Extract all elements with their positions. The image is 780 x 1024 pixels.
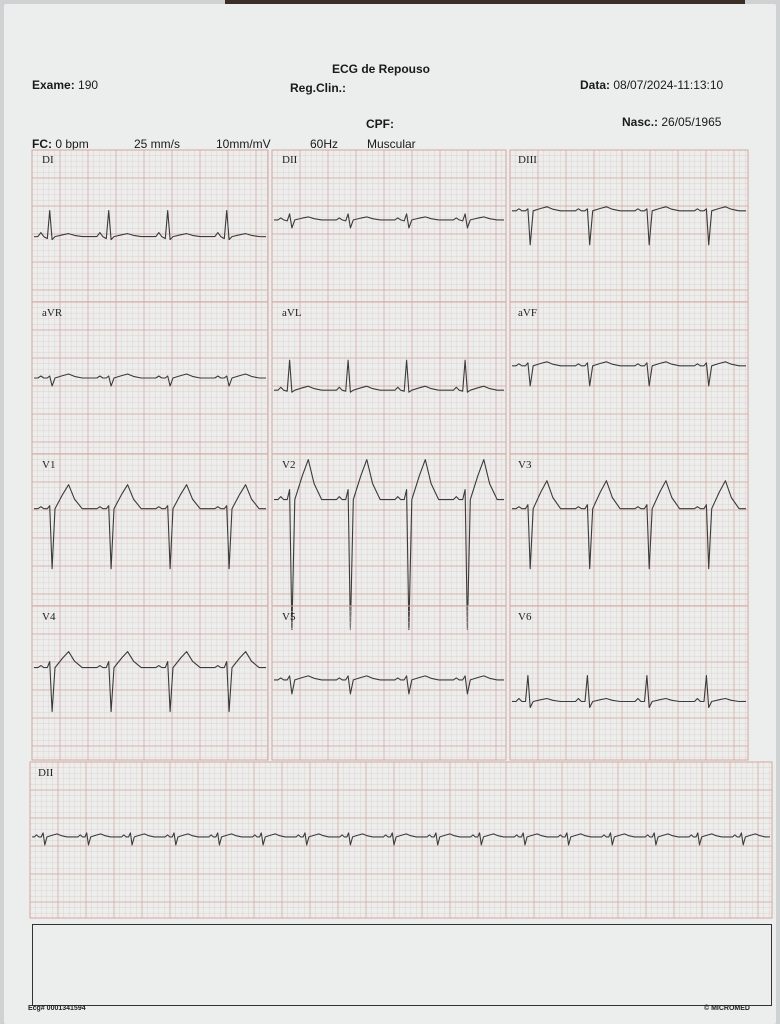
lead-trace (34, 211, 266, 240)
cpf-label: CPF: (366, 117, 394, 131)
lead-label-v2: V2 (282, 459, 296, 471)
lead-trace (274, 360, 504, 392)
ecg-paper (4, 4, 776, 1024)
exame-value: 190 (78, 78, 99, 92)
lead-label-dii: DII (282, 154, 298, 166)
lead-label-v5: V5 (282, 611, 296, 623)
heart-rate-label: FC: (32, 137, 52, 151)
lead-label-v4: V4 (42, 611, 56, 623)
birth-date-label: Nasc.: (622, 115, 659, 129)
lead-label-avf: aVF (518, 307, 537, 319)
exame-label: Exame: (32, 78, 75, 92)
lead-trace (34, 374, 266, 386)
date-value: 08/07/2024-11:13:10 (613, 78, 724, 92)
mains-filter: 60Hz (310, 137, 339, 151)
notes-box (32, 924, 772, 1006)
lead-label-avl: aVL (282, 307, 302, 319)
ecg-id: Ecg# 0001341594 (28, 1005, 86, 1012)
lead-trace (512, 207, 746, 245)
paper-speed: 25 mm/s (134, 137, 181, 151)
lead-trace (512, 676, 746, 708)
manufacturer-mark: © MICROMED (704, 1005, 750, 1012)
heart-rate-value: 0 bpm (55, 137, 89, 151)
report-title: ECG de Repouso (332, 62, 431, 76)
muscle-filter: Muscular (367, 137, 416, 151)
date-label: Data: (580, 78, 611, 92)
lead-label-v6: V6 (518, 611, 532, 623)
lead-trace (274, 460, 504, 630)
lead-trace (34, 652, 266, 712)
lead-label-di: DI (42, 154, 54, 166)
lead-trace (512, 362, 746, 386)
ecg-traces (4, 4, 776, 1024)
lead-trace (512, 481, 746, 569)
lead-label-v1: V1 (42, 459, 56, 471)
lead-label-v3: V3 (518, 459, 532, 471)
lead-trace (274, 214, 504, 228)
gain-setting: 10mm/mV (216, 137, 271, 151)
lead-label-diii: DIII (518, 154, 537, 166)
reg-clin-label: Reg.Clin.: (290, 81, 346, 95)
birth-date-value: 26/05/1965 (661, 115, 722, 129)
lead-label-avr: aVR (42, 307, 63, 319)
rhythm-strip-label: DII (38, 767, 54, 779)
